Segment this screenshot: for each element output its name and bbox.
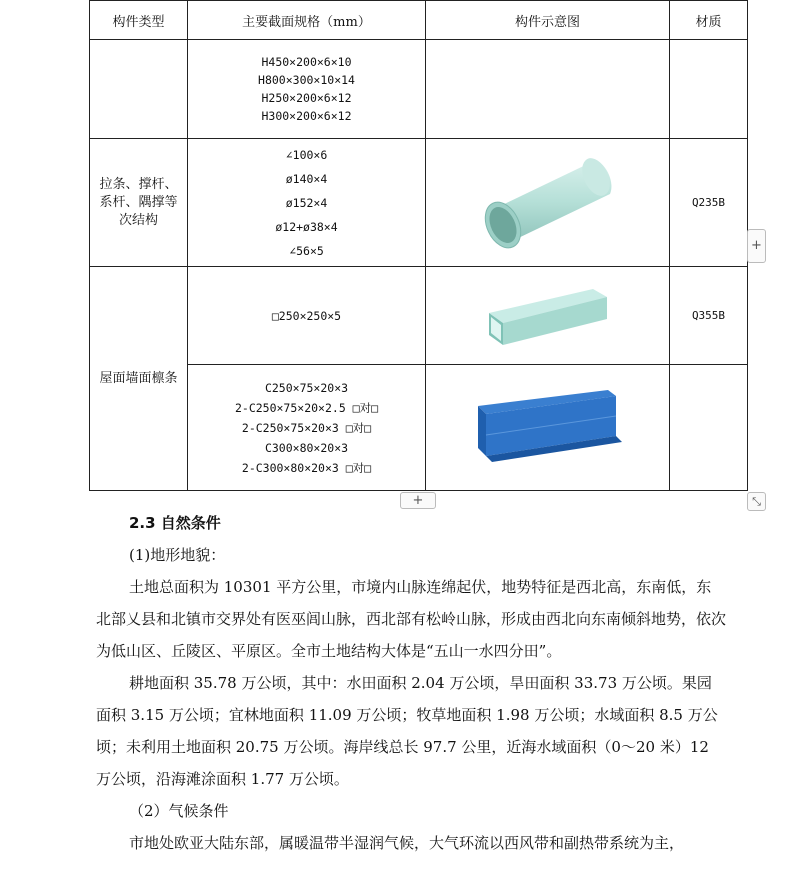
type-line: 拉条、撑杆、 [99,176,178,192]
header-diagram: 构件示意图 [426,1,670,40]
paragraph-climate: 市地处欧亚大陆东部，属暖温带半湿润气候，大气环流以西风带和副热带系统为主， [129,834,685,852]
component-table [89,0,748,491]
type-line: 系杆、隅撑等 [99,194,178,210]
type-cell[interactable] [90,139,188,267]
subheading-climate: （2）气候条件 [129,802,229,820]
square-tube-image [483,279,613,349]
spec-line: H250×200×6×12 [261,91,352,105]
spec-line: ø140×4 [285,171,328,186]
spec-line: C250×75×20×3 [264,380,349,395]
type-cell[interactable]: 屋面墙面檩条 [90,267,188,491]
spec-cell[interactable] [188,365,426,491]
spec-line: ø152×4 [285,195,328,210]
spec-line: H450×200×6×10 [261,55,352,69]
subheading-terrain: (1)地形地貌： [129,546,226,564]
round-pipe-image [478,146,618,256]
spec-line: □250×250×5 [271,308,342,323]
spec-line: 2-C250×75×20×2.5 □对□ [234,400,379,415]
spec-line: H300×200×6×12 [261,109,352,123]
table-row [90,365,748,491]
diagram-cell[interactable] [426,40,670,139]
table-header-row [90,1,748,40]
spec-line: ∠100×6 [285,147,328,162]
add-row-button[interactable]: + [400,492,436,509]
table-row [90,139,748,267]
type-cell[interactable] [90,40,188,139]
type-line: 次结构 [118,212,158,228]
spec-line: C300×80×20×3 [264,440,349,455]
material-cell[interactable]: Q235B [670,139,748,267]
diagram-cell[interactable] [426,365,670,491]
material-cell[interactable] [670,40,748,139]
spec-line: 2-C300×80×20×3 □对□ [241,460,372,475]
spec-cell[interactable] [188,40,426,139]
c-channel-image [468,386,628,466]
spec-line: H800×300×10×14 [258,73,355,87]
header-type: 构件类型 [90,1,188,40]
section-heading: 2.3 自然条件 [129,514,221,532]
document-body [96,507,726,859]
add-column-button[interactable]: + [747,229,766,263]
resize-table-handle[interactable]: ⤡ [747,492,766,511]
spec-line: 2-C250×75×20×3 □对□ [241,420,372,435]
diagram-cell[interactable] [426,267,670,365]
spec-cell[interactable] [188,139,426,267]
material-cell[interactable] [670,365,748,491]
paragraph-terrain: 土地总面积为 10301 平方公里，市境内山脉连绵起伏，地势特征是西北高，东南低，东北部乂县和北镇市交界处有医巫闾山脉，西北部有松岭山脉，形成由西北向东南倾斜地势，依次为低山区、丘陵区、平原区。全市土地结构大体是“五山一水四分田”。 [96,578,727,660]
header-material: 材质 [670,1,748,40]
material-cell[interactable]: Q355B [670,267,748,365]
spec-line: ø12+ø38×4 [275,219,338,234]
table-row [90,40,748,139]
header-spec: 主要截面规格（mm） [188,1,426,40]
spec-cell[interactable] [188,267,426,365]
paragraph-land-use: 耕地面积 35.78 万公顷，其中：水田面积 2.04 万公顷，旱田面积 33.73 万公顷。果园面积 3.15 万公顷；宜林地面积 11.09 万公顷；牧草地面积 1.98 万公顷；水域面积 8.5 万公顷；未利用土地面积 20.75 万公顷。海岸线总长 97.7 公里，近海水域面积（0～20 米）12 万公顷，沿海滩涂面积 1.77 万公顷。 [96,674,718,788]
spec-line: ∠56×5 [289,243,324,258]
diagram-cell[interactable] [426,139,670,267]
table-row [90,267,748,365]
